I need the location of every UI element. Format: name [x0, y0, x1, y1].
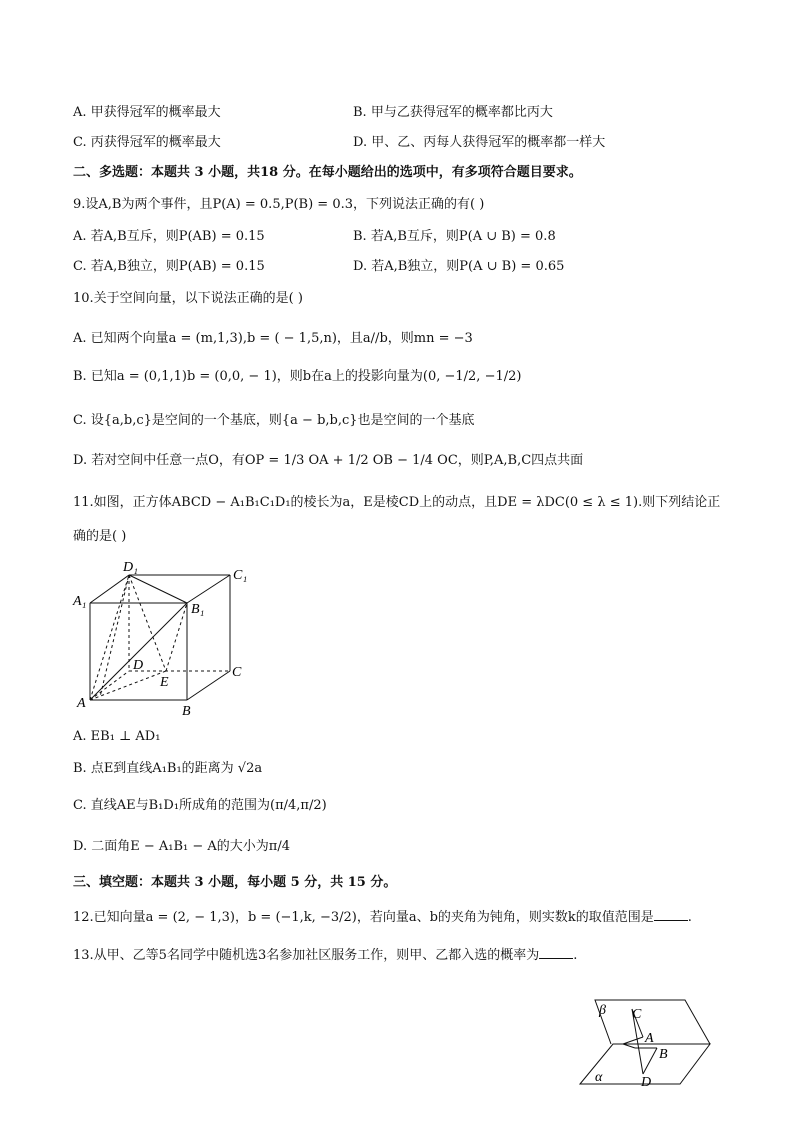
label-d: D	[133, 658, 144, 673]
label-a: A	[77, 696, 86, 711]
q10-option-a: A. 已知两个向量a = (m,1,3),b = ( − 1,5,n)，且a//b，则mn = −3	[73, 331, 473, 346]
point-label-c: C	[632, 1007, 642, 1022]
q8-option-d: D. 甲、乙、丙每人获得冠军的概率都一样大	[353, 135, 606, 150]
q11-option-d: D. 二面角E − A₁B₁ − A的大小为π/4	[73, 839, 290, 854]
q11-option-a: A. EB₁ ⊥ AD₁	[73, 729, 161, 744]
planes-figure	[575, 996, 725, 1090]
point-label-a: A	[645, 1031, 654, 1046]
plane-label-beta: β	[599, 1003, 606, 1018]
q12-text: 12.已知向量a = (2, − 1,3)，b = (−1,k, −3/2)，若向量a、b的夹角为钝角，则实数k的取值范围是	[73, 910, 654, 925]
q11-stem-line1: 11.如图，正方体ABCD − A₁B₁C₁D₁的棱长为a，E是棱CD上的动点，且DE = λDC(0 ≤ λ ≤ 1).则下列结论正	[73, 495, 721, 510]
q10-option-c: C. 设{a,b,c}是空间的一个基底，则{a − b,b,c}也是空间的一个基底	[73, 413, 475, 428]
q8-option-b: B. 甲与乙获得冠军的概率都比丙大	[353, 105, 553, 120]
q9-option-b: B. 若A,B互斥，则P(A ∪ B) = 0.8	[353, 229, 556, 244]
q10-option-b: B. 已知a = (0,1,1)b = (0,0, − 1)，则b在a上的投影向量为(0, −1/2, −1/2)	[73, 369, 522, 384]
q8-option-c: C. 丙获得冠军的概率最大	[73, 135, 221, 150]
q12-period: .	[687, 910, 692, 925]
q8-option-a: A. 甲获得冠军的概率最大	[73, 105, 221, 120]
point-label-d: D	[641, 1075, 652, 1090]
q13-answer-blank[interactable]	[539, 946, 573, 959]
label-b1: B₁	[191, 602, 205, 617]
q11-stem-line2: 确的是( )	[73, 529, 127, 544]
q9-stem: 9.设A,B为两个事件，且P(A) = 0.5,P(B) = 0.3，下列说法正确的有( )	[73, 197, 485, 212]
label-c: C	[232, 665, 242, 680]
q13-text: 13.从甲、乙等5名同学中随机选3名参加社区服务工作，则甲、乙都入选的概率为	[73, 948, 540, 963]
point-label-b: B	[659, 1047, 668, 1062]
q10-stem: 10.关于空间向量，以下说法正确的是( )	[73, 291, 303, 306]
q12-stem	[73, 908, 692, 927]
label-b: B	[182, 704, 191, 719]
q12-answer-blank[interactable]	[654, 908, 688, 921]
label-c1: C₁	[233, 568, 248, 583]
q13-period: .	[573, 948, 578, 963]
label-e: E	[160, 675, 169, 690]
plane-label-alpha: α	[595, 1070, 603, 1085]
q9-option-d: D. 若A,B独立，则P(A ∪ B) = 0.65	[353, 259, 565, 274]
q11-option-b: B. 点E到直线A₁B₁的距离为 √2a	[73, 761, 263, 776]
section-3-heading: 三、填空题：本题共 3 小题，每小题 5 分，共 15 分。	[73, 875, 397, 890]
label-d1: D₁	[123, 560, 138, 575]
cube-figure	[70, 555, 260, 720]
q10-option-d: D. 若对空间中任意一点O，有OP = 1/3 OA + 1/2 OB − 1/4 OC，则P,A,B,C四点共面	[73, 453, 584, 468]
label-a1: A₁	[73, 594, 87, 609]
q9-option-a: A. 若A,B互斥，则P(AB) = 0.15	[73, 229, 265, 244]
q9-option-c: C. 若A,B独立，则P(AB) = 0.15	[73, 259, 265, 274]
q13-stem	[73, 946, 577, 965]
q11-option-c: C. 直线AE与B₁D₁所成角的范围为(π/4,π/2)	[73, 798, 327, 813]
section-2-heading: 二、多选题：本题共 3 小题，共18 分。在每小题给出的选项中，有多项符合题目要求。	[73, 165, 582, 180]
